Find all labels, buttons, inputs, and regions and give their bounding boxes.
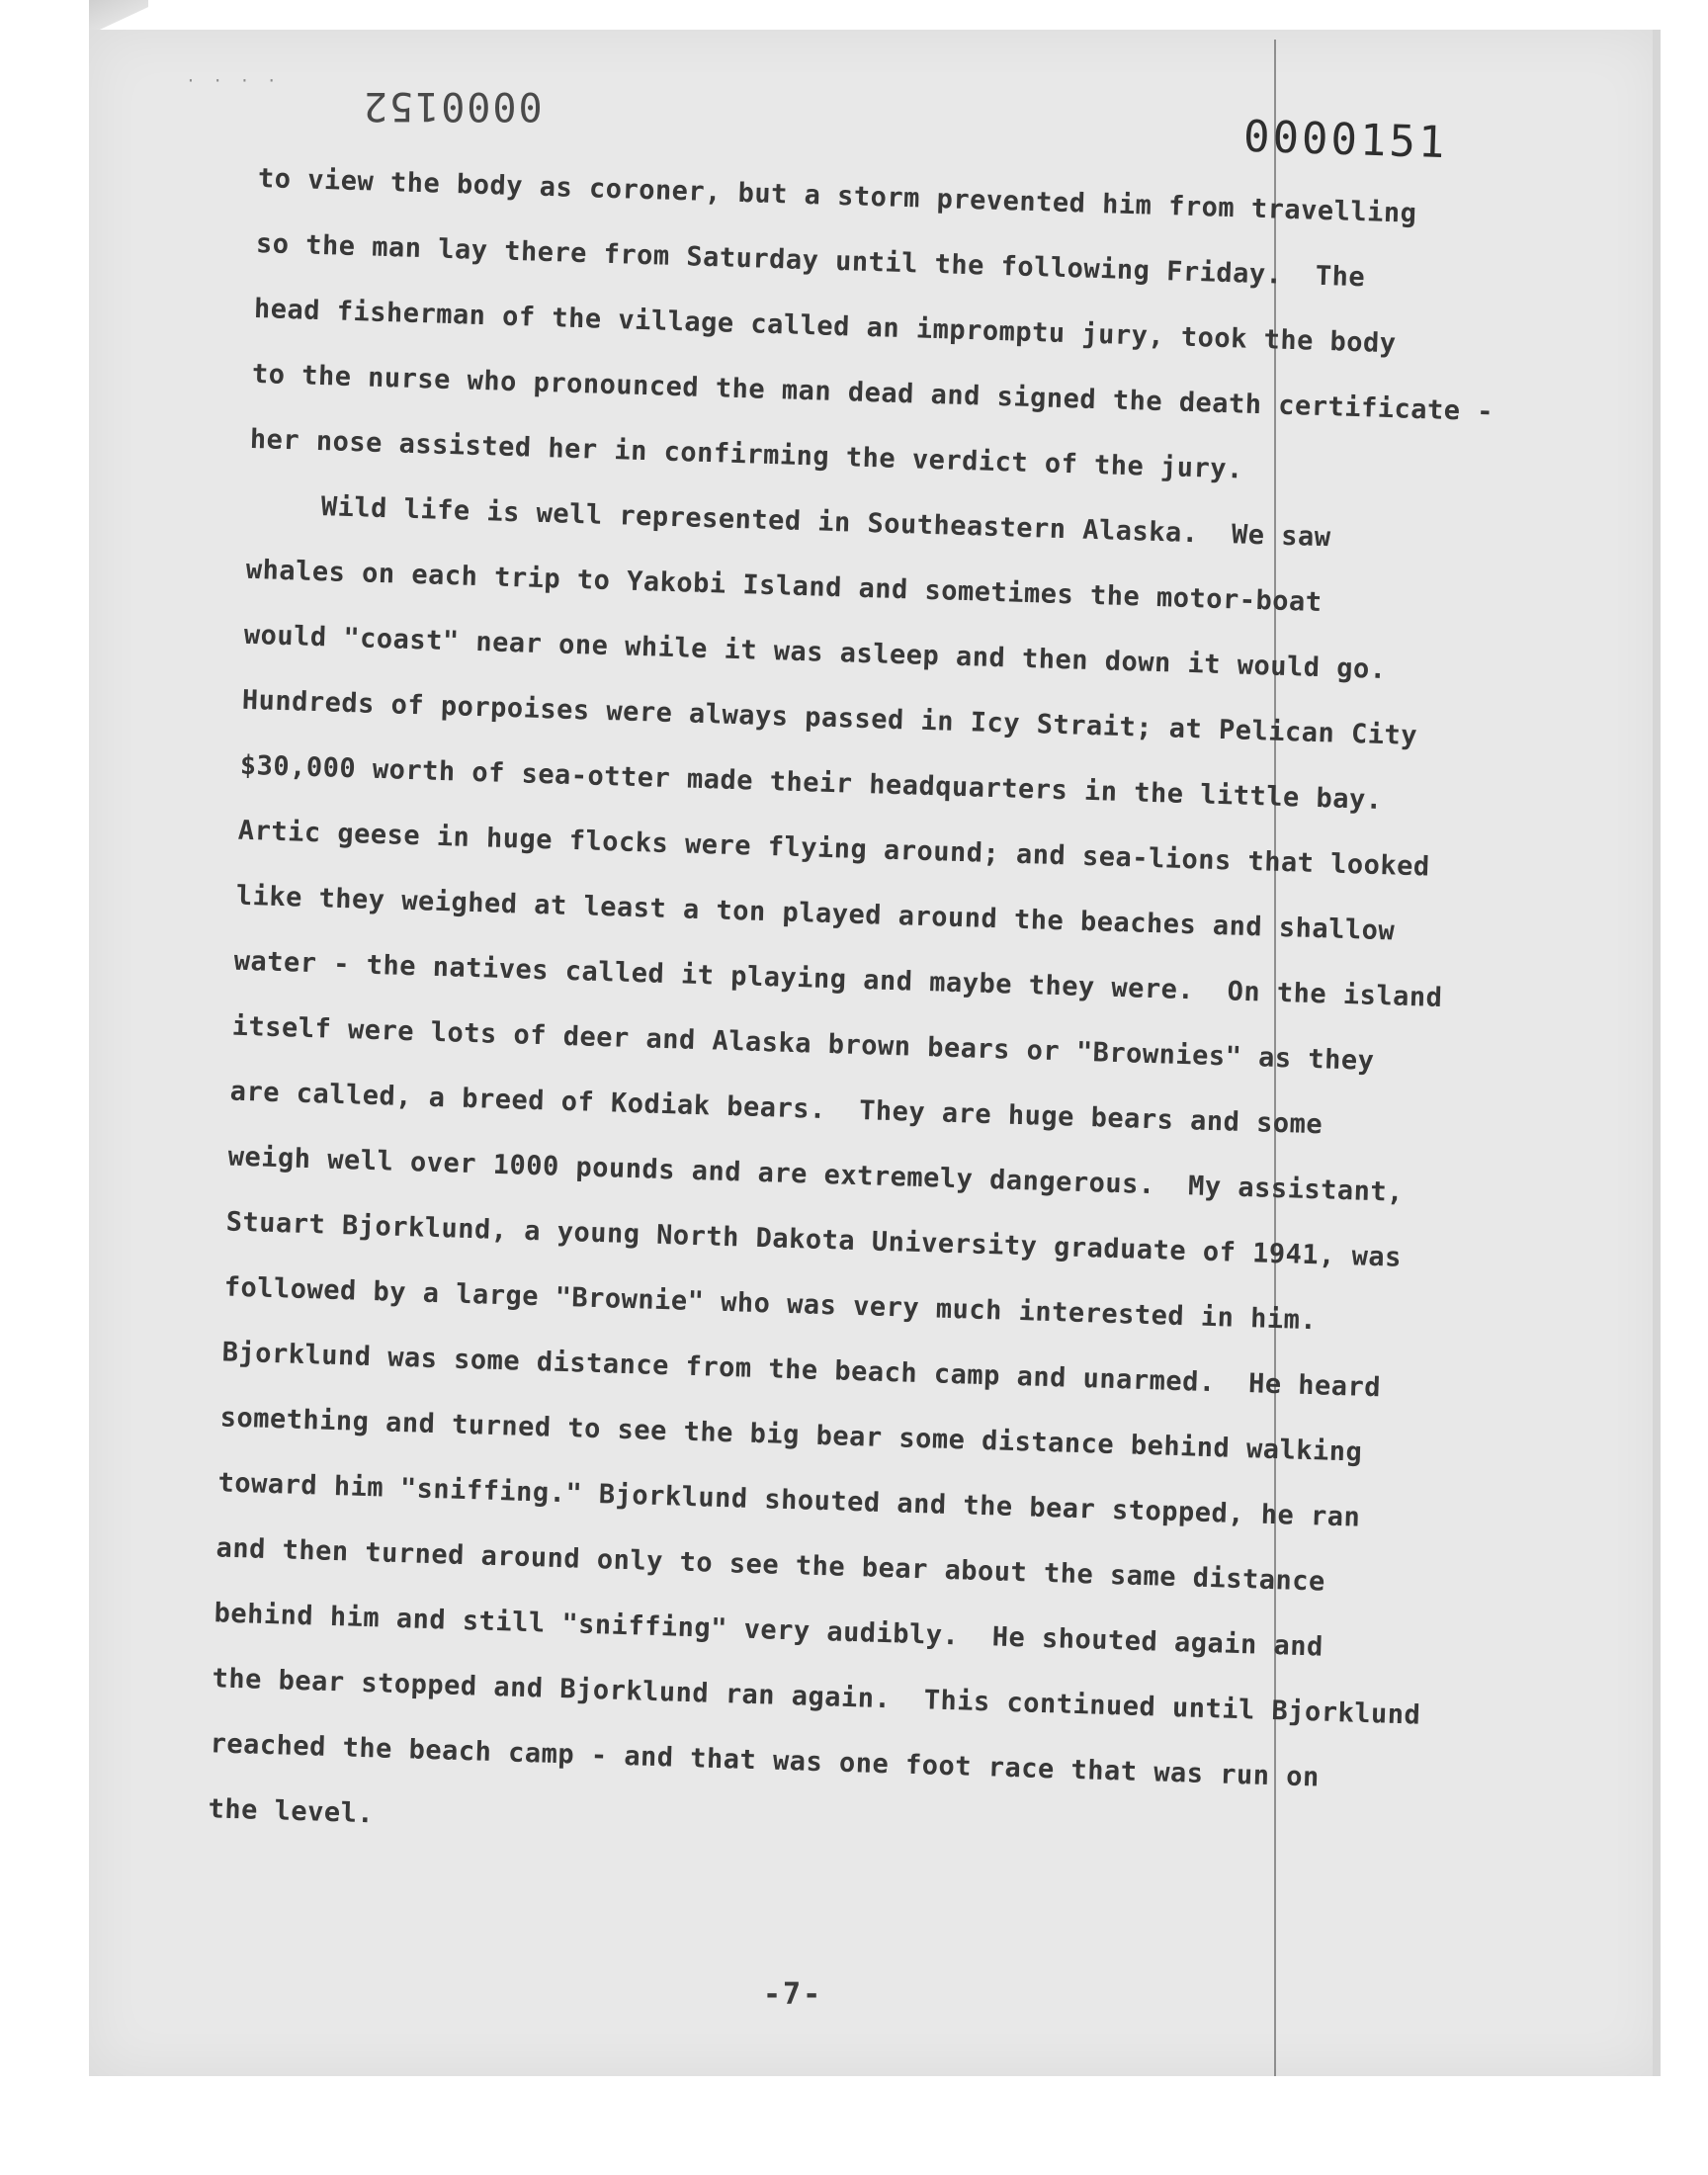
text-line: would "coast" near one while it was asleep and then down it would go. [243, 619, 1387, 686]
text-line: Hundreds of porpoises were always passed in Icy Strait; at Pelican City [241, 684, 1418, 752]
text-line: the bear stopped and Bjorklund ran again. This continued until Bjorklund [212, 1663, 1421, 1731]
scan-specks: ⋅ ⋅ ⋅ ⋅ [186, 71, 281, 90]
text-line: head fisherman of the village called an impromptu jury, took the body [253, 293, 1398, 360]
text-line: weigh well over 1000 pounds and are extremely dangerous. My assistant, [227, 1141, 1405, 1208]
text-line: whales on each trip to Yakobi Island and sometimes the motor-boat [245, 554, 1323, 619]
document-number-stamp-inverted: 0000152 [362, 83, 543, 129]
text-line: her nose assisted her in confirming the verdict of the jury. [249, 423, 1244, 485]
text-line: water - the natives called it playing and maybe they were. On the island [233, 945, 1443, 1013]
text-line: Stuart Bjorklund, a young North Dakota University graduate of 1941, was [225, 1206, 1403, 1273]
paragraph-start-line: Wild life is well represented in Southeastern Alaska. We saw [320, 491, 1331, 554]
text-line: itself were lots of deer and Alaska brown bears or "Brownies" as they [231, 1010, 1375, 1077]
page-corner-fold [89, 0, 148, 30]
page-right-edge [1653, 30, 1661, 2076]
text-line: $30,000 worth of sea-otter made their headquarters in the little bay. [239, 749, 1383, 817]
text-line: something and turned to see the big bear some distance behind walking [219, 1402, 1363, 1468]
text-line: the level. [208, 1793, 375, 1830]
text-line: toward him "sniffing." Bjorklund shouted and the bear stopped, he ran [217, 1467, 1361, 1533]
text-line: to the nurse who pronounced the man dead and signed the death certificate - [251, 358, 1494, 428]
typewritten-body [208, 146, 1574, 1882]
page-number: -7- [763, 1977, 823, 2012]
text-line: so the man lay there from Saturday until the following Friday. The [255, 227, 1366, 294]
text-line: to view the body as coroner, but a storm prevented him from travelling [257, 162, 1417, 229]
text-line: are called, a breed of Kodiak bears. They are huge bears and some [229, 1076, 1324, 1141]
text-line: Bjorklund was some distance from the beach camp and unarmed. He heard [221, 1337, 1382, 1404]
text-line: and then turned around only to see the bear about the same distance [215, 1532, 1326, 1598]
text-line: Artic geese in huge flocks were flying around; and sea-lions that looked [237, 815, 1431, 883]
document-number-stamp: 0000151 [1242, 111, 1449, 169]
text-line: reached the beach camp - and that was one foot race that was run on [210, 1728, 1321, 1793]
text-line: followed by a large "Brownie" who was very much interested in him. [223, 1271, 1318, 1337]
text-line: behind him and still "sniffing" very audibly. He shouted again and [214, 1598, 1324, 1663]
text-line: like they weighed at least a ton played around the beaches and shallow [235, 880, 1396, 947]
